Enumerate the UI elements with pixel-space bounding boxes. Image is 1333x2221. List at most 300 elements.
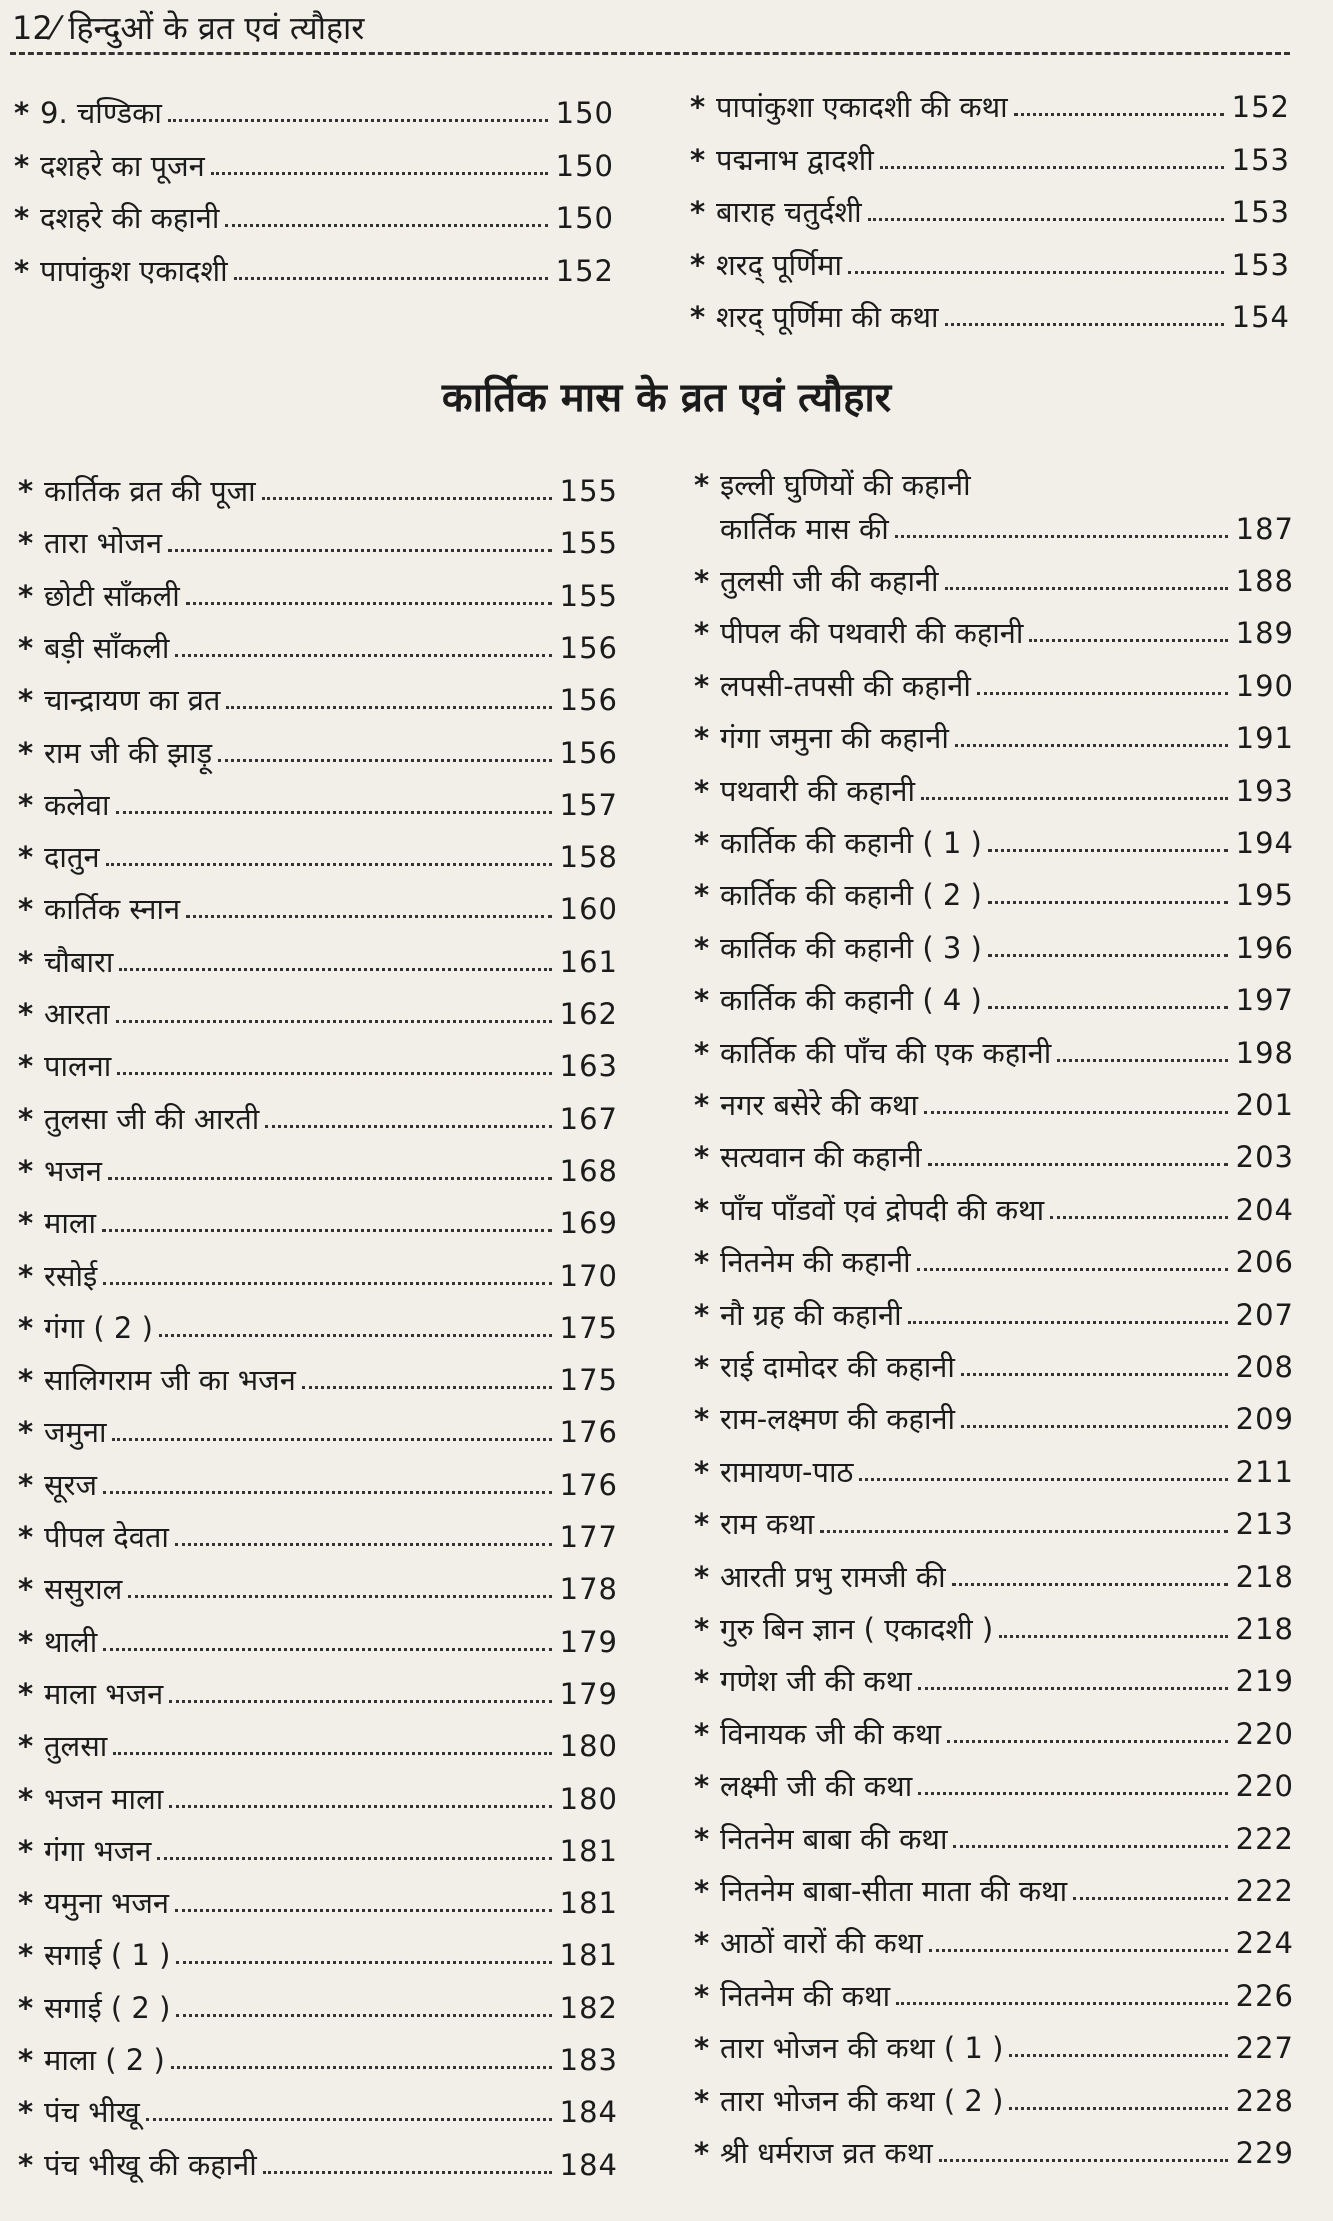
dot-leader (168, 549, 552, 552)
toc-entry (14, 201, 614, 235)
toc-entry (18, 1729, 618, 1763)
toc-entry (694, 1298, 1294, 1332)
bullet-star: * (18, 2095, 34, 2130)
dot-leader (218, 759, 552, 762)
dot-leader (955, 744, 1228, 747)
entry-page-number: 150 (555, 96, 614, 130)
bullet-star: * (18, 1258, 34, 1293)
entry-page-number: 153 (1231, 142, 1290, 177)
dot-leader (896, 2002, 1228, 2005)
dot-leader (226, 706, 552, 709)
entry-page-number: 196 (1235, 930, 1294, 965)
dot-leader (1057, 1059, 1228, 1062)
header-divider (10, 52, 1290, 55)
entry-page-number: 198 (1235, 1035, 1294, 1070)
bullet-star: * (694, 930, 710, 965)
entry-page-number: 220 (1235, 1769, 1294, 1804)
toc-entry (18, 1938, 618, 1972)
entry-page-number: 206 (1235, 1245, 1294, 1280)
entry-title: तुलसा जी की आरती (44, 1101, 260, 1136)
bullet-star: * (18, 1572, 34, 1607)
entry-title: सूरज (44, 1467, 97, 1502)
entry-title: दातुन (44, 840, 100, 875)
entry-page-number: 150 (555, 201, 614, 235)
entry-title: गुरु बिन ज्ञान ( एकादशी ) (720, 1612, 994, 1646)
entry-title: पीपल की पथवारी की कहानी (720, 616, 1024, 651)
entry-title: पापांकुश एकादशी (40, 253, 228, 288)
entry-page-number: 161 (559, 944, 618, 979)
dot-leader (175, 654, 552, 657)
dot-leader (176, 1961, 552, 1964)
dot-leader (159, 1334, 552, 1337)
entry-page-number: 184 (559, 2095, 618, 2130)
entry-title: पंच भीखू (44, 2095, 140, 2130)
bullet-star: * (18, 1415, 34, 1450)
dot-leader (171, 2066, 552, 2069)
bullet-star: * (18, 1624, 34, 1659)
entry-title: ससुराल (44, 1572, 123, 1607)
entry-title: नितनेम बाबा-सीता माता की कथा (720, 1874, 1068, 1908)
entry-page-number: 201 (1235, 1088, 1294, 1122)
bullet-star: * (18, 1676, 34, 1711)
entry-title: दशहरे का पूजन (40, 148, 205, 183)
bullet-star: * (694, 1821, 710, 1856)
entry-page-number: 163 (559, 1049, 618, 1084)
bullet-star: * (18, 1049, 34, 1084)
entry-title: गंगा ( 2 ) (44, 1310, 153, 1345)
entry-title: पद्मनाभ द्वादशी (716, 142, 874, 177)
toc-entry (18, 892, 618, 926)
entry-title: शरद् पूर्णिमा की कथा (716, 300, 939, 334)
toc-entry (18, 1102, 618, 1136)
dot-leader (116, 811, 552, 814)
dot-leader (1009, 2054, 1228, 2057)
entry-title: पीपल देवता (44, 1520, 169, 1554)
entry-title: माला भजन (44, 1676, 164, 1711)
dot-leader (947, 1740, 1228, 1743)
toc-entry (694, 1350, 1294, 1384)
toc-entry (18, 1625, 618, 1659)
toc-entry (18, 788, 618, 822)
toc-entry (18, 2095, 618, 2129)
entry-title: आरता (44, 997, 110, 1031)
entry-title: तारा भोजन की कथा ( 2 ) (720, 2083, 1004, 2118)
toc-entry (694, 1088, 1294, 1122)
dot-leader (116, 1020, 552, 1023)
entry-title: तारा भोजन की कथा ( 1 ) (720, 2031, 1004, 2066)
dot-leader (176, 2014, 552, 2017)
bullet-star: * (18, 578, 34, 613)
toc-entry (694, 2031, 1294, 2065)
entry-page-number: 152 (1231, 90, 1290, 124)
dot-leader (918, 1792, 1228, 1795)
entry-title: नितनेम की कथा (720, 1978, 891, 2013)
dot-leader (929, 1949, 1228, 1952)
dot-leader (928, 1163, 1228, 1166)
dot-leader (175, 1543, 552, 1546)
toc-entry (694, 1140, 1294, 1174)
entry-page-number: 207 (1235, 1297, 1294, 1332)
bullet-star: * (694, 1769, 710, 1804)
toc-entry (18, 1206, 618, 1240)
dot-leader (895, 535, 1228, 538)
dot-leader (952, 1583, 1228, 1586)
entry-page-number: 222 (1235, 1821, 1294, 1856)
bullet-star: * (694, 773, 710, 808)
section-title: कार्तिक मास के व्रत एवं त्यौहार (441, 375, 892, 421)
dot-leader (1029, 639, 1228, 642)
bullet-star: * (694, 1402, 710, 1437)
toc-entry (18, 1834, 618, 1868)
entry-title: चौबारा (44, 944, 114, 979)
dot-leader (106, 863, 552, 866)
toc-entry (694, 1979, 1294, 2013)
toc-entry (18, 2043, 618, 2077)
entry-page-number: 156 (559, 683, 618, 718)
dot-leader (917, 1268, 1228, 1271)
entry-page-number: 188 (1235, 564, 1294, 598)
bullet-star: * (18, 735, 34, 770)
entry-title: गणेश जी की कथा (720, 1664, 912, 1699)
bullet-star: * (694, 1297, 710, 1332)
bullet-star: * (18, 1467, 34, 1502)
toc-entry (694, 616, 1294, 650)
toc-entry (18, 1886, 618, 1920)
entry-page-number: 183 (559, 2043, 618, 2077)
entry-page-number: 179 (559, 1624, 618, 1659)
bullet-star: * (18, 526, 34, 561)
entry-page-number: 154 (1231, 300, 1290, 334)
entry-page-number: 170 (559, 1258, 618, 1293)
entry-page-number: 155 (559, 474, 618, 508)
bullet-star: * (18, 840, 34, 875)
toc-entry (18, 945, 618, 979)
toc-entry (18, 1520, 618, 1554)
entry-title: शरद् पूर्णिमा (716, 247, 843, 282)
toc-entry (694, 564, 1294, 598)
dot-leader (168, 119, 548, 122)
entry-title: श्री धर्मराज व्रत कथा (720, 2136, 933, 2170)
entry-page-number: 156 (559, 735, 618, 770)
entry-title: भजन माला (44, 1781, 164, 1816)
dot-leader (169, 1700, 552, 1703)
bullet-star: * (14, 96, 30, 130)
toc-entry (18, 1154, 618, 1188)
entry-page-number: 218 (1235, 1559, 1294, 1594)
entry-title: बड़ी साँकली (44, 630, 170, 665)
entry-title: नौ ग्रह की कहानी (720, 1297, 902, 1332)
entry-page-number: 167 (559, 1101, 618, 1136)
entry-page-number: 220 (1235, 1716, 1294, 1751)
bullet-star: * (18, 1886, 34, 1921)
entry-title: तारा भोजन (44, 526, 163, 561)
entry-title: थाली (44, 1624, 98, 1659)
dot-leader (113, 1752, 552, 1755)
bullet-star: * (694, 1612, 710, 1646)
entry-title: लपसी-तपसी की कहानी (720, 668, 971, 703)
entry-page-number: 168 (559, 1153, 618, 1188)
bullet-star: * (18, 1729, 34, 1764)
bullet-star: * (694, 1140, 710, 1175)
toc-entry (18, 526, 618, 560)
dot-leader (868, 218, 1224, 221)
entry-page-number: 222 (1235, 1874, 1294, 1908)
bullet-star: * (18, 2043, 34, 2077)
entry-page-number: 195 (1235, 878, 1294, 913)
toc-entry (18, 631, 618, 665)
toc-entry (694, 1717, 1294, 1751)
entry-title: गंगा भजन (44, 1833, 152, 1868)
entry-title: लक्ष्मी जी की कथा (720, 1769, 913, 1804)
toc-entry (694, 468, 1294, 502)
toc-entry (694, 983, 1294, 1017)
dot-leader (102, 1229, 552, 1232)
dot-leader (1050, 1216, 1228, 1219)
entry-title: यमुना भजन (44, 1886, 169, 1921)
dot-leader (169, 1805, 552, 1808)
toc-entry (18, 1259, 618, 1293)
toc-entry (690, 195, 1290, 229)
bullet-star: * (694, 1350, 710, 1384)
entry-page-number: 181 (559, 1938, 618, 1973)
entry-page-number: 156 (559, 630, 618, 665)
entry-title: पथवारी की कहानी (720, 773, 916, 808)
toc-entry (694, 2084, 1294, 2118)
entry-title: जमुना (44, 1415, 107, 1450)
entry-page-number: 208 (1235, 1350, 1294, 1384)
entry-page-number: 197 (1235, 983, 1294, 1018)
toc-entry (18, 683, 618, 717)
entry-title: आरती प्रभु रामजी की (720, 1559, 946, 1594)
toc-entry (694, 1612, 1294, 1646)
entry-page-number: 191 (1235, 721, 1294, 756)
entry-page-number: 182 (559, 1990, 618, 2025)
bullet-star: * (694, 2031, 710, 2066)
entry-title: कलेवा (44, 787, 110, 822)
entry-title: पंच भीखू की कहानी (44, 2147, 257, 2182)
dot-leader (103, 1491, 552, 1494)
bullet-star: * (690, 90, 706, 124)
entry-title: कार्तिक की कहानी ( 4 ) (720, 983, 982, 1018)
bullet-star: * (18, 1310, 34, 1345)
toc-entry (694, 826, 1294, 860)
entry-title: विनायक जी की कथा (720, 1716, 942, 1751)
entry-page-number: 176 (559, 1415, 618, 1450)
toc-entry (18, 840, 618, 874)
bullet-star: * (694, 1716, 710, 1751)
entry-page-number: 181 (559, 1886, 618, 1921)
bullet-star: * (694, 1978, 710, 2013)
bullet-star: * (18, 1938, 34, 1973)
toc-entry (694, 878, 1294, 912)
toc-entry (690, 143, 1290, 177)
bullet-star: * (18, 1153, 34, 1188)
entry-page-number: 218 (1235, 1612, 1294, 1646)
entry-title: इल्ली घुणियों की कहानी (720, 468, 971, 502)
dot-leader (302, 1386, 552, 1389)
entry-page-number: 177 (559, 1520, 618, 1554)
bullet-star: * (690, 195, 706, 229)
toc-entry (18, 1572, 618, 1606)
dot-leader (945, 323, 1224, 326)
entry-title-continuation: कार्तिक मास की (720, 512, 889, 546)
toc-entry (18, 1363, 618, 1397)
bullet-star: * (690, 142, 706, 177)
entry-title: आठों वारों की कथा (720, 1926, 923, 1961)
dot-leader (820, 1530, 1228, 1533)
entry-title: राम कथा (720, 1507, 815, 1542)
bullet-star: * (18, 1520, 34, 1554)
bullet-star: * (694, 668, 710, 703)
toc-entry (694, 1874, 1294, 1908)
dot-leader (939, 2159, 1228, 2162)
entry-title: कार्तिक की कहानी ( 3 ) (720, 930, 982, 965)
bullet-star: * (14, 201, 30, 235)
dot-leader (112, 1438, 552, 1441)
entry-page-number: 178 (559, 1572, 618, 1607)
entry-page-number: 227 (1235, 2031, 1294, 2066)
entry-page-number: 211 (1235, 1454, 1294, 1489)
toc-entry (18, 1311, 618, 1345)
bullet-star: * (694, 468, 710, 502)
bullet-star: * (18, 1101, 34, 1136)
entry-title: राई दामोदर की कहानी (720, 1350, 955, 1384)
dot-leader (234, 277, 548, 280)
bullet-star: * (694, 2136, 710, 2170)
dot-leader (1073, 1897, 1228, 1900)
entry-page-number: 175 (559, 1310, 618, 1345)
bullet-star: * (694, 564, 710, 598)
entry-title: पालना (44, 1049, 112, 1084)
bullet-star: * (694, 1559, 710, 1594)
entry-page-number: 180 (559, 1729, 618, 1764)
toc-entry (690, 90, 1290, 124)
toc-entry (694, 1036, 1294, 1070)
entry-title: नितनेम की कहानी (720, 1245, 911, 1280)
entry-page-number: 190 (1235, 668, 1294, 703)
dot-leader (265, 1125, 552, 1128)
entry-page-number: 228 (1235, 2083, 1294, 2118)
toc-entry (18, 2148, 618, 2182)
entry-title: सगाई ( 1 ) (44, 1938, 171, 1973)
dot-leader (103, 1648, 552, 1651)
entry-page-number: 157 (559, 787, 618, 822)
entry-page-number: 187 (1235, 512, 1294, 546)
bullet-star: * (694, 2083, 710, 2118)
entry-title: माला ( 2 ) (44, 2043, 165, 2077)
entry-page-number: 226 (1235, 1978, 1294, 2013)
bullet-star: * (18, 997, 34, 1031)
bullet-star: * (694, 878, 710, 913)
toc-entry (18, 736, 618, 770)
entry-title: नितनेम बाबा की कथा (720, 1821, 948, 1856)
entry-title: छोटी साँकली (44, 578, 180, 613)
entry-page-number: 179 (559, 1676, 618, 1711)
bullet-star: * (18, 944, 34, 979)
toc-entry (694, 1245, 1294, 1279)
entry-page-number: 189 (1235, 616, 1294, 651)
toc-entry (14, 254, 614, 288)
entry-page-number: 152 (555, 253, 614, 288)
entry-title: 9. चण्डिका (40, 96, 162, 130)
bullet-star: * (18, 630, 34, 665)
toc-entry (18, 474, 618, 508)
dot-leader (146, 2118, 552, 2121)
entry-page-number: 194 (1235, 826, 1294, 860)
entry-page-number: 204 (1235, 1192, 1294, 1227)
toc-entry (18, 1782, 618, 1816)
entry-title: पाँच पाँडवों एवं द्रोपदी की कथा (720, 1192, 1045, 1227)
entry-title: तुलसा (44, 1729, 108, 1764)
entry-title: कार्तिक की कहानी ( 1 ) (720, 826, 982, 860)
entry-title: राम जी की झाड़ू (44, 735, 213, 770)
bullet-star: * (694, 1192, 710, 1227)
dot-leader (999, 1635, 1228, 1638)
toc-entry (694, 1926, 1294, 1960)
dot-leader (186, 602, 552, 605)
bullet-star: * (14, 148, 30, 183)
dot-leader (908, 1321, 1228, 1324)
toc-entry (694, 1455, 1294, 1489)
entry-page-number: 180 (559, 1781, 618, 1816)
entry-page-number: 229 (1235, 2136, 1294, 2170)
bullet-star: * (694, 1035, 710, 1070)
toc-entry (694, 1769, 1294, 1803)
dot-leader (117, 1072, 552, 1075)
dot-leader (263, 2171, 552, 2174)
bullet-star: * (694, 721, 710, 756)
dot-leader (880, 166, 1224, 169)
bullet-star: * (694, 1664, 710, 1699)
toc-entry (18, 1415, 618, 1449)
dot-leader (225, 224, 548, 227)
toc-entry (18, 997, 618, 1031)
bullet-star: * (694, 1507, 710, 1542)
entry-page-number: 158 (559, 840, 618, 875)
toc-entry (694, 1664, 1294, 1698)
dot-leader (988, 849, 1228, 852)
bullet-star: * (694, 616, 710, 651)
toc-entry (18, 1468, 618, 1502)
toc-entry (694, 1507, 1294, 1541)
bullet-star: * (694, 826, 710, 860)
toc-entry (694, 931, 1294, 965)
entry-page-number: 224 (1235, 1926, 1294, 1961)
dot-leader (848, 271, 1224, 274)
entry-title: नगर बसेरे की कथा (720, 1088, 919, 1122)
entry-page-number: 203 (1235, 1140, 1294, 1175)
entry-page-number: 155 (559, 526, 618, 561)
toc-entry (14, 96, 614, 130)
dot-leader (924, 1111, 1228, 1114)
toc-entry (690, 248, 1290, 282)
entry-title: पापांकुशा एकादशी की कथा (716, 90, 1008, 124)
entry-title: कार्तिक की पाँच की एक कहानी (720, 1035, 1052, 1070)
entry-page-number: 160 (559, 892, 618, 927)
entry-page-number: 209 (1235, 1402, 1294, 1437)
entry-title: गंगा जमुना की कहानी (720, 721, 949, 756)
toc-entry (694, 1402, 1294, 1436)
dot-leader (1009, 2107, 1228, 2110)
dot-leader (988, 1006, 1228, 1009)
entry-title: राम-लक्ष्मण की कहानी (720, 1402, 956, 1437)
entry-page-number: 193 (1235, 773, 1294, 808)
toc-entry (694, 1560, 1294, 1594)
dot-leader (921, 797, 1228, 800)
bullet-star: * (694, 1088, 710, 1122)
entry-page-number: 184 (559, 2147, 618, 2182)
toc-entry-continuation (694, 512, 1294, 546)
